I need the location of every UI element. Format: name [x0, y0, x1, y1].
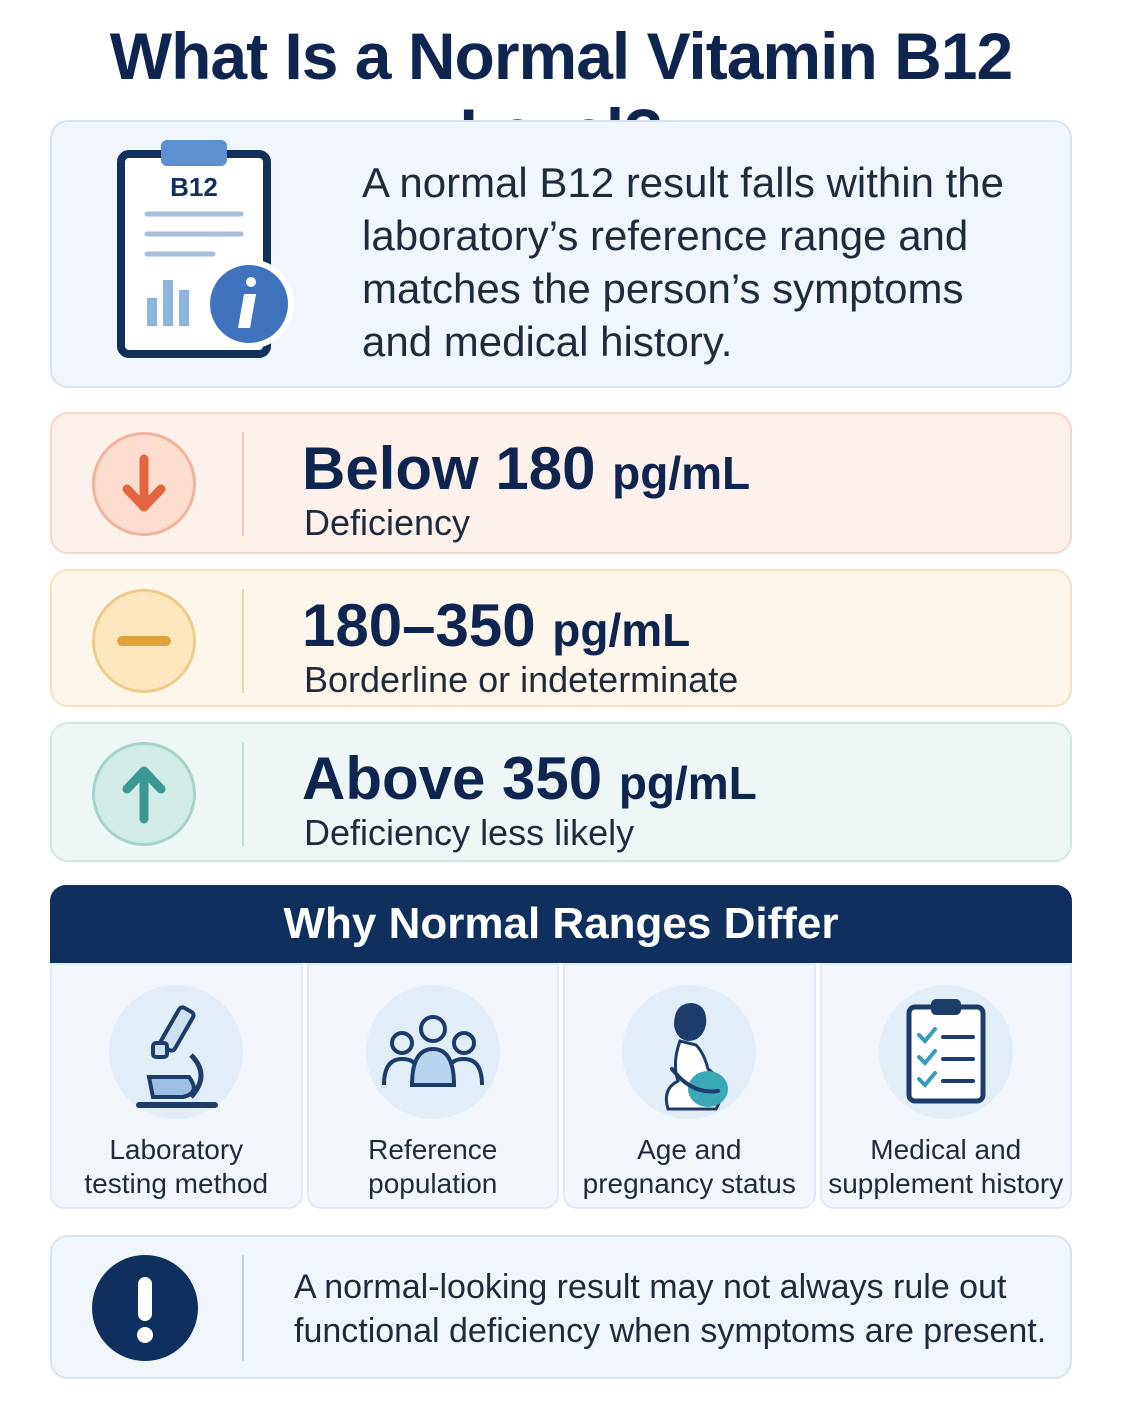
- arrow-down-icon: [92, 432, 196, 536]
- factor-label: Reference population: [368, 1134, 498, 1199]
- pregnant-woman-icon: [622, 985, 756, 1119]
- clipboard-icon: [117, 132, 357, 382]
- factor-card: [563, 963, 816, 1209]
- range-row-deficiency: [50, 412, 1072, 554]
- factors-row: [50, 963, 1072, 1209]
- microscope-icon: [109, 985, 243, 1119]
- range-label: Borderline or indeterminate: [304, 659, 739, 700]
- factor-card: [307, 963, 560, 1209]
- factor-label: Laboratory testing method: [84, 1134, 269, 1199]
- divider: [242, 1255, 244, 1361]
- minus-icon: [92, 589, 196, 693]
- range-label: Deficiency: [304, 502, 471, 543]
- clipboard-label: B12: [170, 172, 218, 202]
- intro-card: [50, 120, 1072, 388]
- exclamation-icon: [92, 1255, 198, 1361]
- page-title: What Is a Normal Vitamin B12: [109, 19, 1013, 93]
- factor-card: [820, 963, 1073, 1209]
- divider: [242, 742, 244, 846]
- warning-card: [50, 1235, 1072, 1379]
- section-heading: Why Normal Ranges Differ: [50, 885, 1072, 963]
- intro-text: A normal B12 result falls within the laboratory’s reference range and matches the person’s symptoms and medical history.: [362, 159, 1004, 365]
- factor-label: Medical and supplement history: [828, 1134, 1064, 1199]
- range-value: Below 180 pg/mL: [302, 435, 751, 502]
- range-value: 180–350 pg/mL: [302, 592, 691, 659]
- range-label: Deficiency less likely: [304, 812, 635, 853]
- factor-card: [50, 963, 303, 1209]
- warning-text: A normal-looking result may not always rule out functional deficiency when symptoms are present.: [294, 1268, 1047, 1350]
- people-icon: [366, 985, 500, 1119]
- arrow-up-icon: [92, 742, 196, 846]
- factor-label: Age and pregnancy status: [582, 1134, 796, 1199]
- range-row-normal: [50, 722, 1072, 862]
- divider: [242, 432, 244, 536]
- checklist-icon: [879, 985, 1013, 1119]
- range-row-borderline: [50, 569, 1072, 707]
- divider: [242, 589, 244, 693]
- range-value: Above 350 pg/mL: [302, 745, 757, 812]
